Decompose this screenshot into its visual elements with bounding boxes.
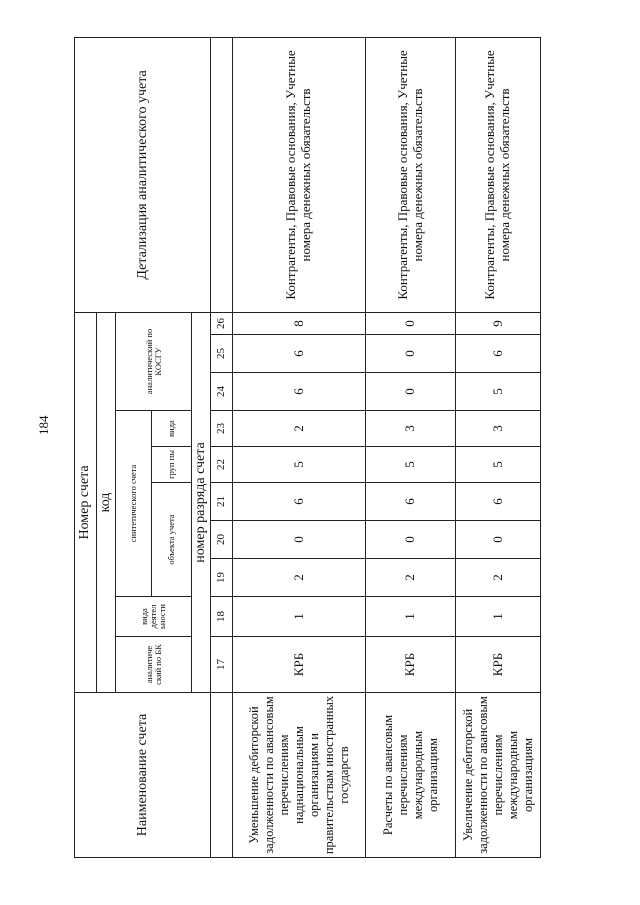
column-number: 21 [211,483,233,521]
header-code: код [97,312,116,692]
account-detail: Контрагенты, Правовые основания, Учетные номера денежных обязательств [456,37,541,312]
table-row [233,37,366,857]
header-analytic-kosgu: аналитический по КОСГУ [116,312,192,410]
value-cell: 9 [456,312,541,334]
header-row-1 [75,37,97,857]
column-number: 19 [211,559,233,597]
header-detail: Детализация аналитического учета [75,37,211,312]
value-cell: 6 [456,483,541,521]
value-cell: 6 [233,335,366,373]
page-number: 184 [36,415,51,435]
header-group: груп пы [152,447,192,483]
account-detail: Контрагенты, Правовые основания, Учетные номера денежных обязательств [366,37,456,312]
column-numbers-row [211,37,233,857]
account-name: Увеличение дебиторской задолженности по авансовым перечислениям международным организациям [456,693,541,858]
value-cell: 6 [233,373,366,411]
value-cell: 3 [456,411,541,447]
value-cell: 1 [366,597,456,637]
value-cell: 1 [456,597,541,637]
header-name: Наименование счета [75,693,211,858]
value-cell: КРБ [366,637,456,693]
value-cell: 1 [233,597,366,637]
table-row [366,37,456,857]
column-number: 26 [211,312,233,334]
rotated-table-wrapper [74,38,534,858]
header-object: объекта учета [152,483,192,597]
value-cell: 6 [366,483,456,521]
value-cell: 2 [233,559,366,597]
column-number-empty [211,693,233,858]
value-cell: КРБ [456,637,541,693]
column-number: 17 [211,637,233,693]
header-kind: вида [152,411,192,447]
value-cell: 0 [366,312,456,334]
column-number: 22 [211,447,233,483]
column-number: 25 [211,335,233,373]
value-cell: 5 [456,373,541,411]
value-cell: 2 [456,559,541,597]
table-row [456,37,541,857]
value-cell: 0 [366,335,456,373]
value-cell: 6 [456,335,541,373]
account-name: Уменьшение дебиторской задолженности по авансовым перечислениям наднациональным организациям и правительствам иностранных государств [233,693,366,858]
header-digit-number: номер разряда счета [192,312,211,692]
value-cell: 5 [456,447,541,483]
column-number: 23 [211,411,233,447]
value-cell: 5 [366,447,456,483]
value-cell: КРБ [233,637,366,693]
header-analytic-bk: аналитиче ский по БК [116,637,192,693]
value-cell: 0 [366,521,456,559]
column-number: 24 [211,373,233,411]
header-synthetic: синтетического счета [116,411,152,597]
accounts-table [74,37,541,858]
header-activity-type: вида деятел ьности [116,597,192,637]
value-cell: 0 [366,373,456,411]
value-cell: 3 [366,411,456,447]
value-cell: 2 [233,411,366,447]
value-cell: 0 [456,521,541,559]
value-cell: 8 [233,312,366,334]
value-cell: 2 [366,559,456,597]
value-cell: 6 [233,483,366,521]
value-cell: 5 [233,447,366,483]
value-cell: 0 [233,521,366,559]
column-number: 18 [211,597,233,637]
column-number: 20 [211,521,233,559]
account-name: Расчеты по авансовым перечислениям международным организациям [366,693,456,858]
header-account-number: Номер счета [75,312,97,692]
account-detail: Контрагенты, Правовые основания, Учетные номера денежных обязательств [233,37,366,312]
column-number-empty [211,37,233,312]
